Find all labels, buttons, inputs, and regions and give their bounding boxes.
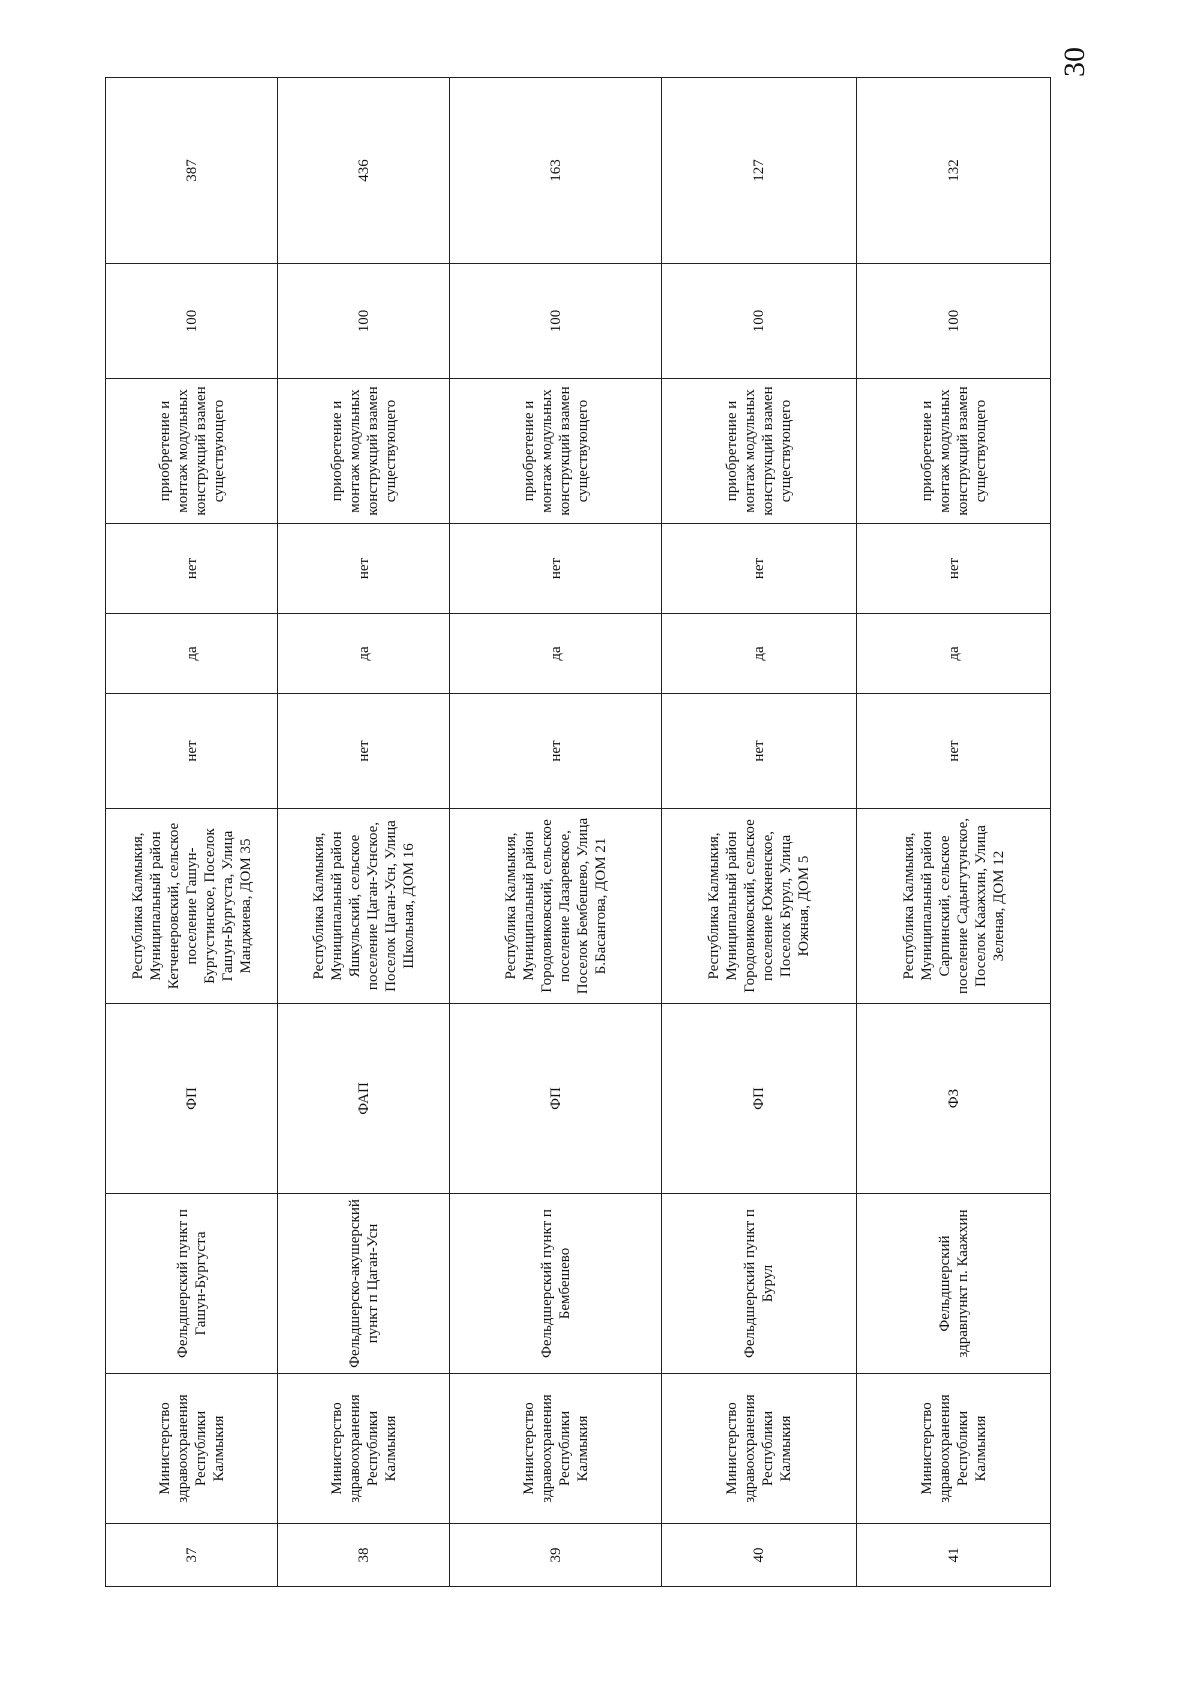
table-row (450, 78, 662, 1587)
table-row (278, 78, 450, 1587)
row-number: 37 (106, 1524, 278, 1587)
organization-cell: Министерство здравоохранения Республики Калмыкия (857, 1374, 1051, 1524)
flag-cell-1: нет (450, 694, 662, 809)
flag-cell-1: нет (106, 694, 278, 809)
address-cell: Республика Калмыкия, Муниципальный район Сарпинский, сельское поселение Садьнгутунское, Поселок Каажхин, Улица Зеленая, ДОМ 12 (857, 809, 1051, 1004)
flag-cell-3: нет (278, 524, 450, 614)
flag-cell-2: да (278, 614, 450, 694)
flag-cell-3: нет (857, 524, 1051, 614)
population-cell: 127 (662, 78, 857, 264)
table-row (662, 78, 857, 1587)
work-description-cell: приобретение и монтаж модульных конструкций взамен существующего (278, 379, 450, 524)
address-cell: Республика Калмыкия, Муниципальный район Кетченеровский, сельское поселение Гашун-Бургустинское, Поселок Гашун-Бургуста, Улица Манджиева, ДОМ 35 (106, 809, 278, 1004)
facilities-table (105, 77, 1051, 1587)
organization-cell: Министерство здравоохранения Республики Калмыкия (278, 1374, 450, 1524)
flag-cell-3: нет (106, 524, 278, 614)
flag-cell-2: да (106, 614, 278, 694)
work-description-cell: приобретение и монтаж модульных конструкций взамен существующего (106, 379, 278, 524)
facility-name-cell: Фельдшерско-акушерский пункт п Цаган-Усн (278, 1194, 450, 1374)
flag-cell-1: нет (662, 694, 857, 809)
population-cell: 163 (450, 78, 662, 264)
flag-cell-2: да (450, 614, 662, 694)
table-wrapper (105, 78, 1050, 1587)
address-cell: Республика Калмыкия, Муниципальный район Городовиковский, сельское поселение Южненское, Поселок Бурул, Улица Южная, ДОМ 5 (662, 809, 857, 1004)
facility-type-cell: ФЗ (857, 1004, 1051, 1194)
work-description-cell: приобретение и монтаж модульных конструкций взамен существующего (662, 379, 857, 524)
facility-name-cell: Фельдшерский пункт п Гашун-Бургуста (106, 1194, 278, 1374)
facility-type-cell: ФАП (278, 1004, 450, 1194)
work-description-cell: приобретение и монтаж модульных конструкций взамен существующего (857, 379, 1051, 524)
facility-name-cell: Фельдшерский пункт п Бембешево (450, 1194, 662, 1374)
percent-cell: 100 (857, 264, 1051, 379)
organization-cell: Министерство здравоохранения Республики Калмыкия (450, 1374, 662, 1524)
percent-cell: 100 (450, 264, 662, 379)
row-number: 39 (450, 1524, 662, 1587)
row-number: 41 (857, 1524, 1051, 1587)
flag-cell-2: да (662, 614, 857, 694)
table-row (106, 78, 278, 1587)
flag-cell-1: нет (278, 694, 450, 809)
flag-cell-3: нет (662, 524, 857, 614)
row-number: 40 (662, 1524, 857, 1587)
facility-type-cell: ФП (106, 1004, 278, 1194)
page-number: 30 (1058, 47, 1091, 77)
flag-cell-2: да (857, 614, 1051, 694)
facility-name-cell: Фельдшерский пункт п Бурул (662, 1194, 857, 1374)
percent-cell: 100 (278, 264, 450, 379)
organization-cell: Министерство здравоохранения Республики Калмыкия (662, 1374, 857, 1524)
percent-cell: 100 (662, 264, 857, 379)
flag-cell-1: нет (857, 694, 1051, 809)
organization-cell: Министерство здравоохранения Республики Калмыкия (106, 1374, 278, 1524)
row-number: 38 (278, 1524, 450, 1587)
facility-name-cell: Фельдшерский здравпункт п. Каажхин (857, 1194, 1051, 1374)
facility-type-cell: ФП (662, 1004, 857, 1194)
address-cell: Республика Калмыкия, Муниципальный район Городовиковский, сельское поселение Лазаревское, Поселок Бембешево, Улица Б.Басангова, ДОМ 21 (450, 809, 662, 1004)
percent-cell: 100 (106, 264, 278, 379)
population-cell: 132 (857, 78, 1051, 264)
work-description-cell: приобретение и монтаж модульных конструкций взамен существующего (450, 379, 662, 524)
facility-type-cell: ФП (450, 1004, 662, 1194)
address-cell: Республика Калмыкия, Муниципальный район Яшкульский, сельское поселение Цаган-Уснское, Поселок Цаган-Усн, Улица Школьная, ДОМ 16 (278, 809, 450, 1004)
flag-cell-3: нет (450, 524, 662, 614)
population-cell: 436 (278, 78, 450, 264)
table-row (857, 78, 1051, 1587)
population-cell: 387 (106, 78, 278, 264)
